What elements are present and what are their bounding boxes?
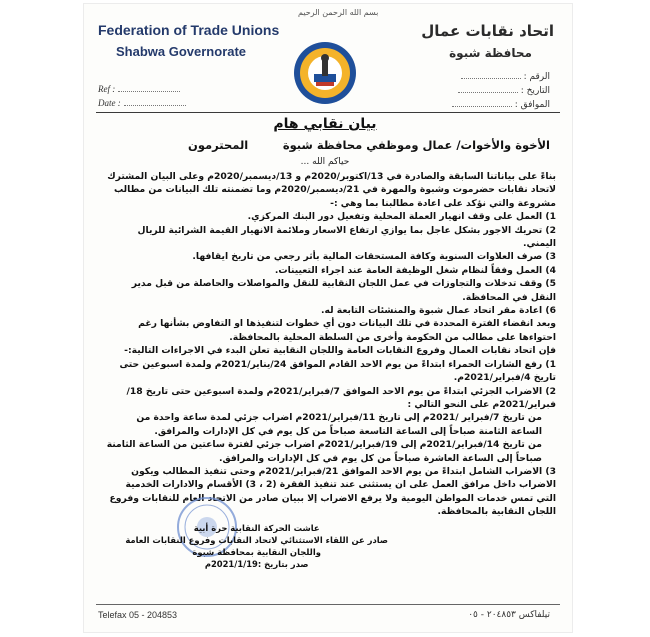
demand-item: 2) تحريك الاجور بشكل عاجل بما يوازي ارتفاع الاسعار وملائمة الانهيار القيمة الشرائية للريال اليمني. xyxy=(137,224,556,250)
telefax-ar: تيلفاكس ٢٠٤٨٥٣ - ٠٥ xyxy=(468,610,550,620)
date-field-ar xyxy=(458,86,550,96)
demand-item: 5) وقف تدخلات والتجاوزات في عمل اللجان النقابية للنقل والمواصلات والحاصلة من قبل مدير النقل في المحافظة. xyxy=(131,278,556,303)
number-label-ar: الرقم : xyxy=(523,72,550,82)
governorate-en: Shabwa Governorate xyxy=(116,44,247,59)
intro-paragraph: بناءً على بياناتنا السابقة والصادرة في 13/اكتوبر/2020م و 13/ديسمبر/2020م وعلى البيان المشترك لاتحاد نقابات حضرموت وشبوة والمهرة في 21/ديسمبر/2020م وما تضمنته تلك البيانات من مطالب مشروعة والتي نؤكد على اعادة مطالبنا بما وهي :- xyxy=(107,171,556,209)
signature-block xyxy=(125,522,388,570)
actions-intro: فإن اتحاد نقابات العمال وفروع النقابات العامة واللجان النقابية تعلن البدء في الاجراءات التالية:- xyxy=(124,345,556,357)
greeting: حياكم الله ... xyxy=(300,157,350,167)
action-substep: من تاريخ 14/فبراير/2021م إلى 19/فبراير/2021م اضراب جزئي لفترة ساعتين من الساعة الثامنة صباحاً إلى الساعة العاشرة صباحاً من كل يوم في كل الإدارات والمرافق. xyxy=(106,439,542,464)
action-substep: من تاريخ 7/فبراير /2021م إلى تاريخ 11/فبراير/2021م اضراب جزئي لمدة ساعة واحدة من الساعة الثامنة صباحاً إلى الساعة التاسعة صباحاً من كل يوم في كل الإدارات والمرافق. xyxy=(136,412,542,437)
telefax-en: Telefax 05 - 204853 xyxy=(98,610,178,620)
demand-item: 1) العمل على وقف انهيار العملة المحلية وتفعيل دور البنك المركزي. xyxy=(247,211,556,223)
basmala: بسم الله الرحمن الرحيم xyxy=(298,8,379,17)
governorate-ar: محافظة شبوة xyxy=(449,46,532,60)
statement-title: بيان نقابي هام xyxy=(273,116,377,132)
action-step: 3) الاضراب الشامل ابتداءً من يوم الاحد الموافق 21/فبراير/2021م وحتى تنفيذ المطالب ويكون الاضراب داخل مرافق العمل على ان يستثنى عند تنفيذ الفقرة (2 ، 3) الأقسام والادارات الخدمية التي تمس خدمات المواطن اليومية ولا يرفع الاضراب إلا ببيان صادر من الاتحاد العام للنقابات وفروع اللجان النقابية بالمحافظة. xyxy=(109,465,556,518)
deadline-paragraph: وبعد انقضاء الفترة المحددة في تلك البيانات دون أي خطوات لتنفيذها او التفاوض بشأنها رغم احتواءها على مطالب من الحكومة وأخرى من السلطة المحلية بالمحافظة. xyxy=(138,318,556,343)
demand-item: 4) العمل وفقاً لنظام شغل الوظيفة العامة عند اجراء التعيينات. xyxy=(274,264,556,276)
demand-item: 6) اعادة مقر اتحاد عمال شبوة والمنشئات التابعة له. xyxy=(321,305,556,317)
corresponding-field-ar xyxy=(452,100,550,110)
date-label-ar: التاريخ : xyxy=(520,86,550,96)
demand-item: 3) صرف العلاوات السنوية وكافة المستحقات المالية بأثر رجعي من تاريخ ايقافها. xyxy=(192,251,556,263)
signature-line: واللجان النقابية بمحافظة شبوة xyxy=(192,547,321,557)
ref-label: Ref : xyxy=(98,84,116,94)
org-name-ar: اتحاد نقابات عمال xyxy=(421,22,554,40)
signature-line: صادر عن اللقاء الاستثنائي لاتحاد النقابات وفروع النقابات العامة xyxy=(125,535,388,545)
action-step: 2) الاضراب الجزئي ابتداءً من يوم الاحد الموافق 7/فبراير/2021م ولمدة اسبوعين حتى تاريخ 18/فبراير/2021م على النحو التالي : xyxy=(126,385,556,410)
ref-field xyxy=(98,84,180,94)
respected-label: المحترمون xyxy=(188,138,249,152)
header-divider xyxy=(96,112,560,113)
statement-body xyxy=(104,170,556,519)
corresponding-label-ar: الموافق : xyxy=(514,100,550,110)
issue-date: صدر بتاريخ :2021/1/19م xyxy=(204,559,309,569)
addressee: الأخوة والأخوات/ عمال وموظفي محافظة شبوة xyxy=(282,138,550,152)
org-name-en: Federation of Trade Unions xyxy=(98,22,280,38)
date-label: Date : xyxy=(98,98,121,108)
date-field xyxy=(98,98,186,108)
action-step: 1) رفع الشارات الحمراء ابتداءً من يوم الاحد القادم الموافق 24/يناير/2021م ولمدة اسبوعين حتى تاريخ 4/فبراير/2021م. xyxy=(119,358,556,384)
number-field-ar xyxy=(461,72,550,82)
footer-divider xyxy=(96,604,560,605)
signature-line: عاشت الحركة النقابية حرة أبية xyxy=(193,523,320,533)
union-logo-icon xyxy=(292,40,358,106)
